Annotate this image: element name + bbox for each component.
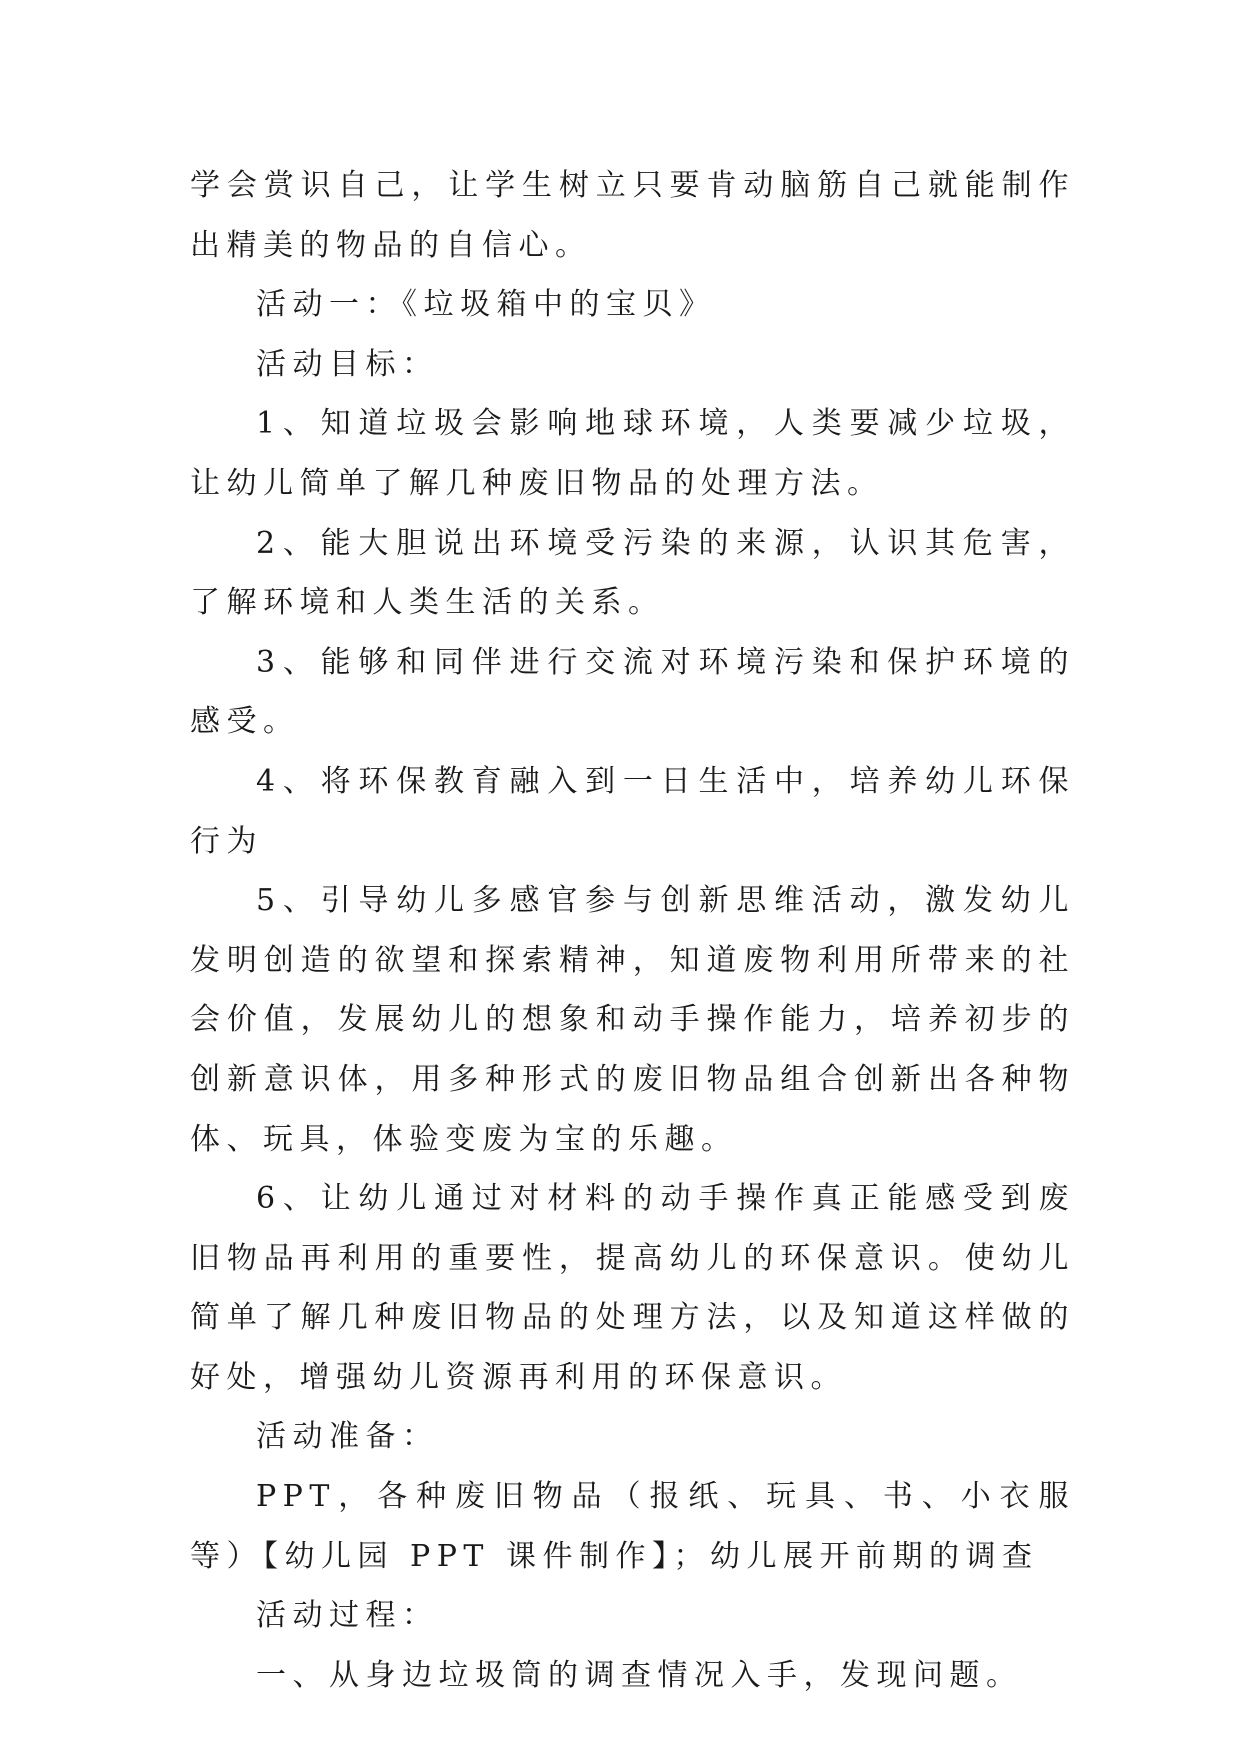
preparation-text: PPT，各种废旧物品（报纸、玩具、书、小衣服等）【幼儿园 PPT 课件制作】；幼儿展开前期的调查: [190, 1479, 1075, 1574]
document-body: [190, 156, 1075, 1705]
process-step-1: 一、从身边垃圾筒的调查情况入手，发现问题。: [256, 1657, 1023, 1693]
goal-item-6: 6、让幼儿通过对材料的动手操作真正能感受到废旧物品再利用的重要性，提高幼儿的环保意识。使幼儿简单了解几种废旧物品的处理方法，以及知道这样做的好处，增强幼儿资源再利用的环保意识。: [190, 1181, 1075, 1395]
goal-item-1: 1、知道垃圾会影响地球环境，人类要减少垃圾，让幼儿简单了解几种废旧物品的处理方法。: [190, 406, 1075, 501]
goal-item-2: 2、能大胆说出环境受污染的来源，认识其危害，了解环境和人类生活的关系。: [190, 525, 1075, 621]
section-heading-goals: 活动目标：: [256, 346, 439, 382]
goal-item-4: 4、将环保教育融入到一日生活中，培养幼儿环保行为: [190, 763, 1075, 859]
goal-item-5: 5、引导幼儿多感官参与创新思维活动，激发幼儿发明创造的欲望和探索精神，知道废物利用所带来的社会价值，发展幼儿的想象和动手操作能力，培养初步的创新意识体，用多种形式的废旧物品组合创新出各种物体、玩具，体验变废为宝的乐趣。: [190, 883, 1075, 1157]
section-heading-process: 活动过程：: [256, 1598, 439, 1634]
paragraph-intro-continuation: 学会赏识自己，让学生树立只要肯动脑筋自己就能制作出精美的物品的自信心。: [190, 168, 1075, 263]
section-heading-preparation: 活动准备：: [256, 1419, 439, 1455]
goal-item-3: 3、能够和同伴进行交流对环境污染和保护环境的感受。: [190, 644, 1075, 740]
activity-title: 活动一：《垃圾箱中的宝贝》: [256, 287, 716, 323]
